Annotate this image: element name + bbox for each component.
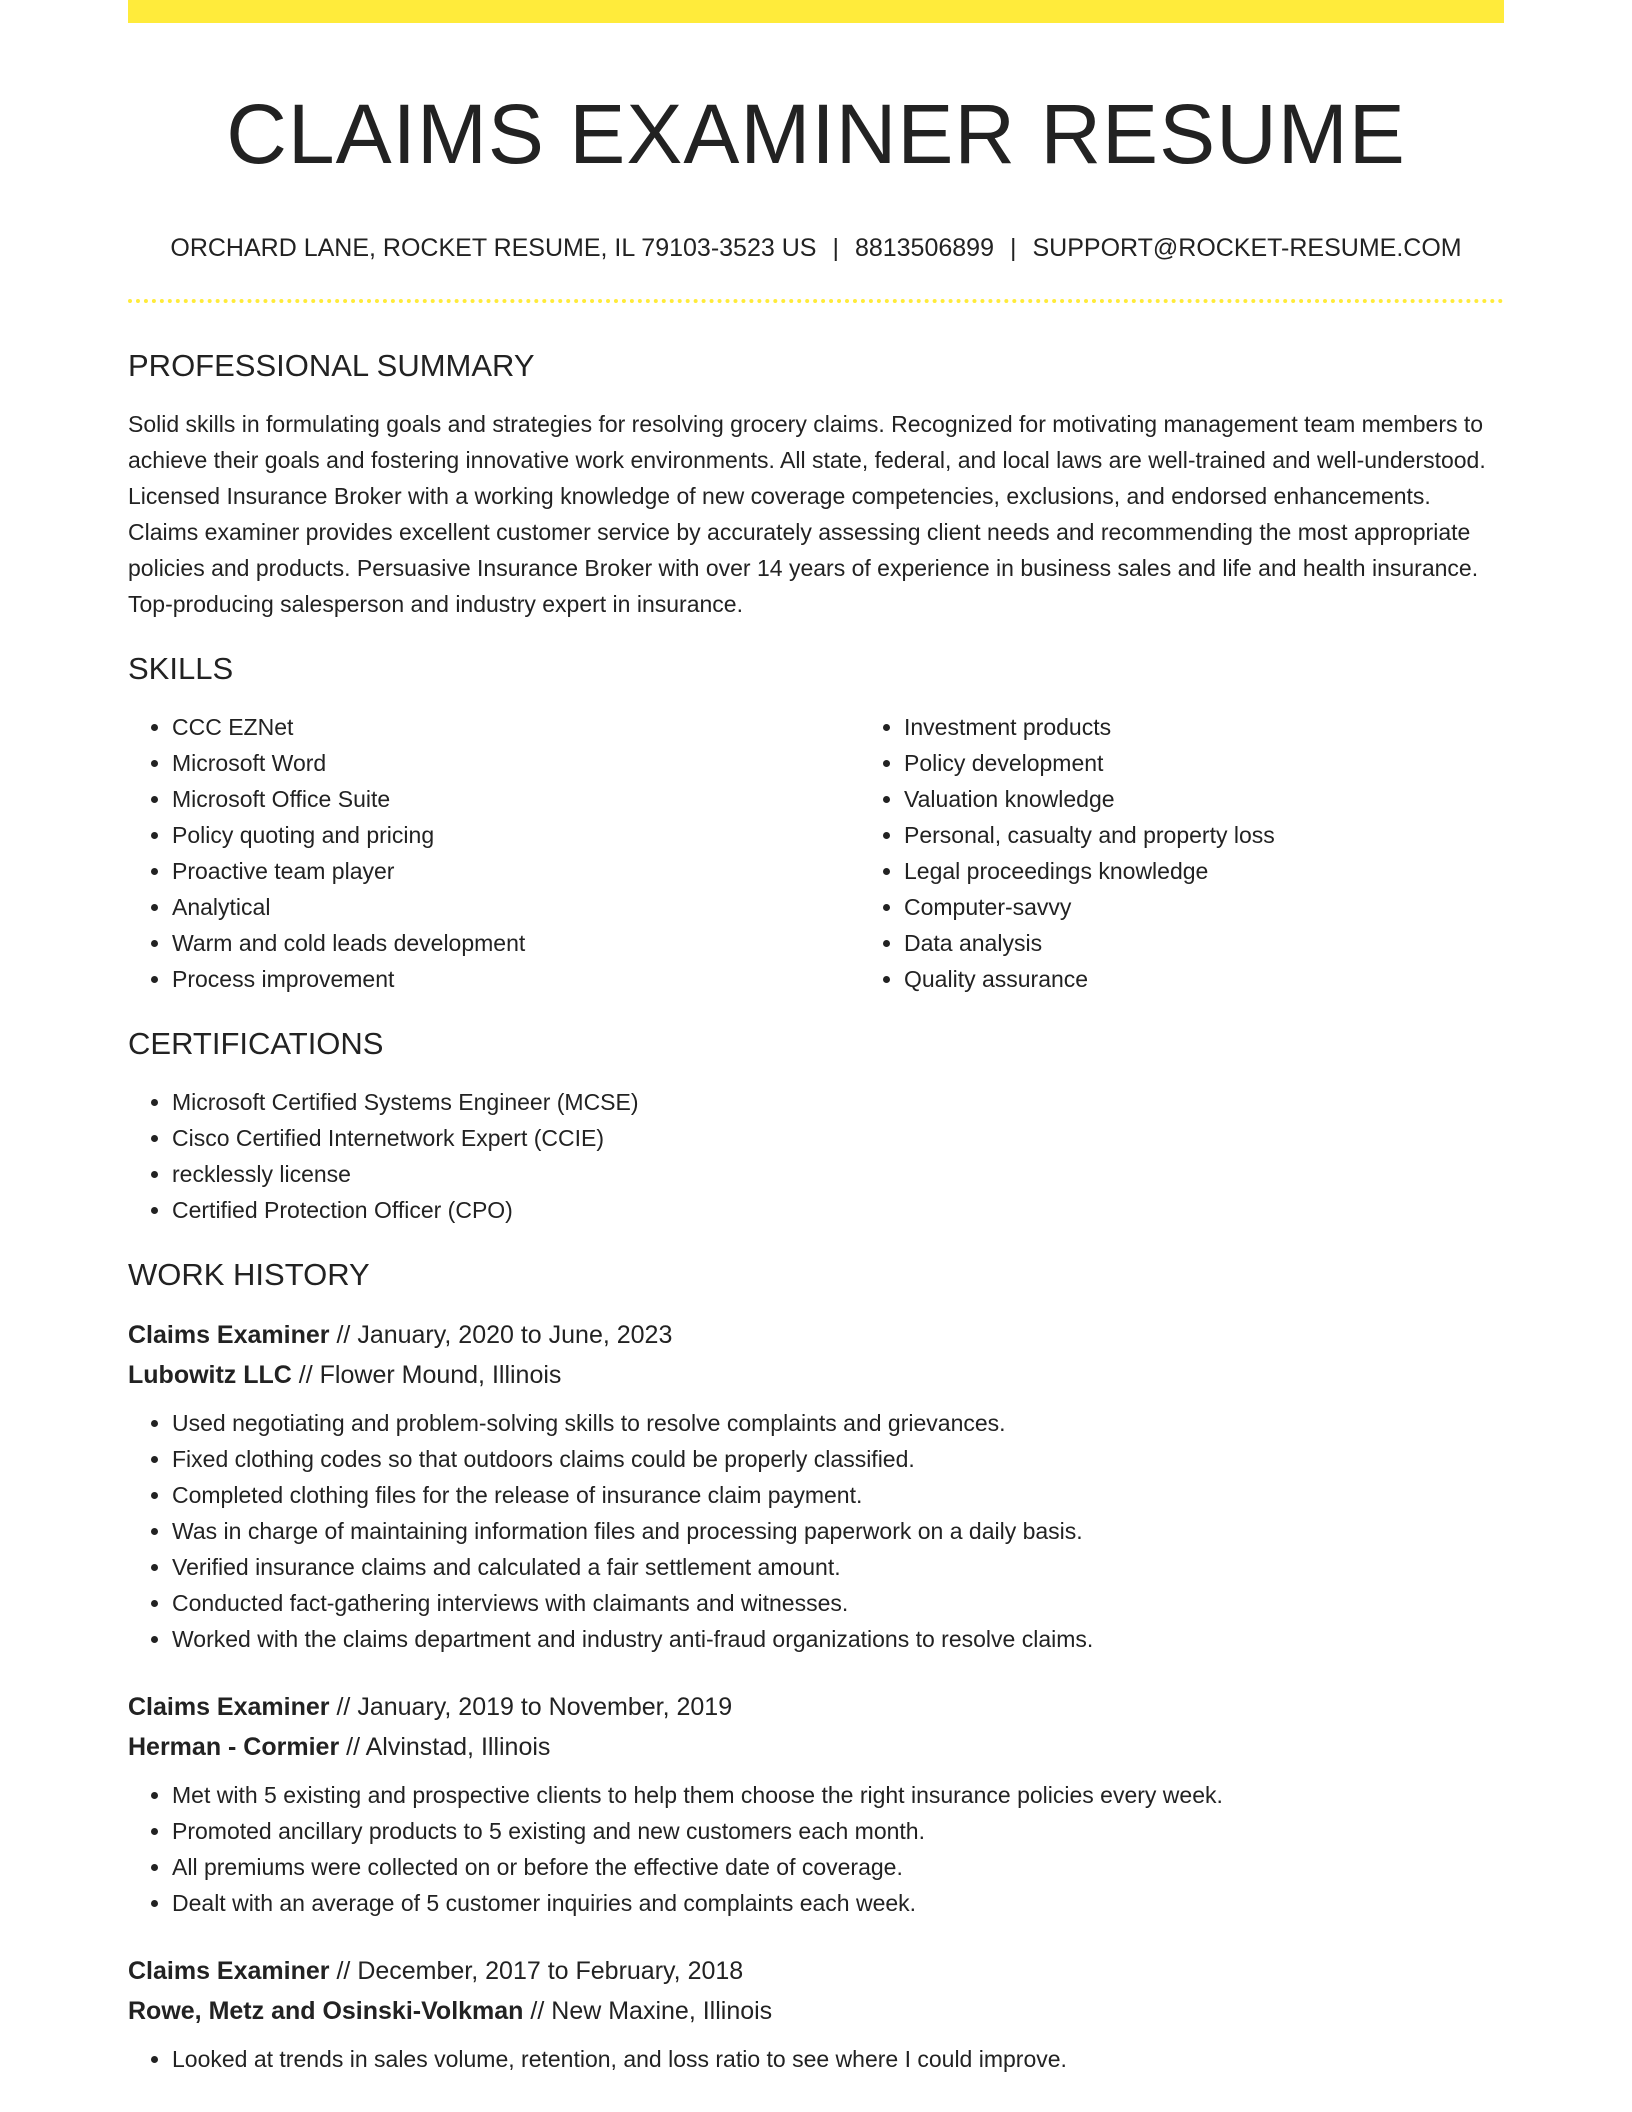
job-bullet: • Looked at trends in sales volume, retention, and loss ratio to see where I could improve. <box>172 2041 1504 2077</box>
job-dates: December, 2017 to February, 2018 <box>357 1957 744 1986</box>
skill-item: • Quality assurance <box>904 961 1592 997</box>
contact-separator: | <box>832 233 839 262</box>
contact-email: SUPPORT@ROCKET-RESUME.COM <box>1032 233 1462 262</box>
job-bullet: • Worked with the claims department and industry anti-fraud organizations to resolve claims. <box>172 1621 1504 1657</box>
job-bullet: • Conducted fact-gathering interviews with claimants and witnesses. <box>172 1585 1504 1621</box>
job-company: Lubowitz LLC <box>128 1361 292 1390</box>
job-company-line <box>128 1991 1504 2031</box>
job-location: Flower Mound, Illinois <box>319 1361 562 1390</box>
job-role: Claims Examiner <box>128 1321 330 1350</box>
job-bullets <box>128 1405 1504 1657</box>
skills-heading: SKILLS <box>128 650 234 686</box>
skill-item: • Analytical <box>172 889 860 925</box>
skill-item: • Investment products <box>904 709 1592 745</box>
job-dates: January, 2019 to November, 2019 <box>357 1693 733 1722</box>
job-bullets <box>128 2041 1504 2077</box>
certifications-list <box>128 1084 1504 1228</box>
job-bullet: • Verified insurance claims and calculated a fair settlement amount. <box>172 1549 1504 1585</box>
skills-list-left <box>128 709 860 997</box>
job-role: Claims Examiner <box>128 1957 330 1986</box>
skill-item: • Microsoft Word <box>172 745 860 781</box>
job-bullet: • Completed clothing files for the release of insurance claim payment. <box>172 1477 1504 1513</box>
job-role-line <box>128 1687 1504 1727</box>
skill-item: • Data analysis <box>904 925 1592 961</box>
work-history-heading: WORK HISTORY <box>128 1257 370 1293</box>
skill-item: • Legal proceedings knowledge <box>904 853 1592 889</box>
job-bullet: • Fixed clothing codes so that outdoors claims could be properly classified. <box>172 1441 1504 1477</box>
skill-item: • Valuation knowledge <box>904 781 1592 817</box>
summary-heading: PROFESSIONAL SUMMARY <box>128 347 535 383</box>
skill-item: • Warm and cold leads development <box>172 925 860 961</box>
job-separator: // <box>336 1957 351 1986</box>
skills-list-right <box>860 709 1592 997</box>
summary-text: Solid skills in formulating goals and strategies for resolving grocery claims. Recognized for motivating management team members to achieve their goals and fostering innovative work environments. All state, federal, and local laws are well-trained and well-understood. Licensed Insurance Broker with a working knowledge of new coverage competencies, exclusions, and endorsed enhancements. Claims examiner provides excellent customer service by accurately assessing client needs and recommending the most appropriate policies and products. Persuasive Insurance Broker with over 14 years of experience in business sales and life and health insurance. Top-producing salesperson and industry expert in insurance. <box>128 410 1486 617</box>
job-separator: // <box>298 1361 313 1390</box>
job-company-line <box>128 1355 1504 1395</box>
job-company-line <box>128 1727 1504 1767</box>
skill-item: • Process improvement <box>172 961 860 997</box>
job-bullet: • Dealt with an average of 5 customer inquiries and complaints each week. <box>172 1885 1504 1921</box>
contact-separator: | <box>1009 233 1017 262</box>
job-bullet: • Promoted ancillary products to 5 existing and new customers each month. <box>172 1813 1504 1849</box>
certification-item: • Certified Protection Officer (CPO) <box>172 1192 1504 1228</box>
certification-item: • Microsoft Certified Systems Engineer (MCSE) <box>172 1084 1504 1120</box>
skill-item: • Policy development <box>904 745 1592 781</box>
job-separator: // <box>336 1693 351 1722</box>
skill-item: • Microsoft Office Suite <box>172 781 860 817</box>
skill-item: • Policy quoting and pricing <box>172 817 860 853</box>
certification-item: • Cisco Certified Internetwork Expert (CCIE) <box>172 1120 1504 1156</box>
job-company: Herman - Cormier <box>128 1733 340 1762</box>
resume-title: CLAIMS EXAMINER RESUME <box>226 87 1406 181</box>
job-separator: // <box>336 1321 351 1350</box>
certification-item: • recklessly license <box>172 1156 1504 1192</box>
contact-phone: 8813506899 <box>854 233 994 262</box>
job-bullet: • Was in charge of maintaining information files and processing paperwork on a daily basis. <box>172 1513 1504 1549</box>
resume-page <box>128 0 1504 2077</box>
job-entry <box>128 1315 1504 1657</box>
contact-address: ORCHARD LANE, ROCKET RESUME, IL 79103-3523 US <box>170 233 817 262</box>
job-role-line <box>128 1951 1504 1991</box>
skill-item: • CCC EZNet <box>172 709 860 745</box>
job-entry <box>128 1951 1504 2077</box>
certifications-heading: CERTIFICATIONS <box>128 1025 384 1061</box>
skill-item: • Personal, casualty and property loss <box>904 817 1592 853</box>
job-bullet: • All premiums were collected on or before the effective date of coverage. <box>172 1849 1504 1885</box>
job-bullet: • Met with 5 existing and prospective clients to help them choose the right insurance policies every week. <box>172 1777 1504 1813</box>
skill-item: • Computer-savvy <box>904 889 1592 925</box>
job-entry <box>128 1687 1504 1921</box>
job-location: New Maxine, Illinois <box>551 1997 773 2026</box>
dotted-divider <box>128 299 1504 303</box>
job-dates: January, 2020 to June, 2023 <box>357 1321 673 1350</box>
accent-bar <box>128 0 1504 23</box>
contact-line <box>128 233 1504 263</box>
skills-columns <box>128 709 1504 997</box>
job-role-line <box>128 1315 1504 1355</box>
job-location: Alvinstad, Illinois <box>365 1733 551 1762</box>
job-role: Claims Examiner <box>128 1693 330 1722</box>
job-separator: // <box>530 1997 545 2026</box>
skill-item: • Proactive team player <box>172 853 860 889</box>
job-bullets <box>128 1777 1504 1921</box>
job-company: Rowe, Metz and Osinski-Volkman <box>128 1997 524 2026</box>
job-bullet: • Used negotiating and problem-solving skills to resolve complaints and grievances. <box>172 1405 1504 1441</box>
job-separator: // <box>346 1733 361 1762</box>
